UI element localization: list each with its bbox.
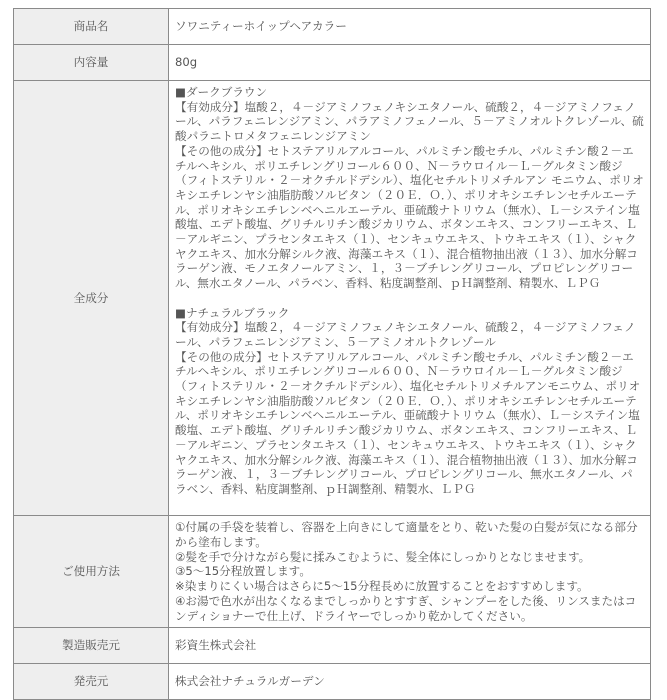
label-manufacturer: 製造販売元: [14, 628, 169, 664]
natural-black-active: 【有効成分】塩酸２，４－ジアミノフェノキシエタノール、硫酸２，４－ジアミノフェノール、パラフェニレンジアミン、５－アミノオルトクレゾール: [175, 320, 636, 349]
natural-black-other: 【その他の成分】セトステアリルアルコール、パルミチン酸セチル、パルミチン酸２－エチルヘキシル、ポリエチレングリコール６００、Ｎ－ラウロイル－Ｌ－グルタミン酸ジ（フィトステリル・２－オクチルドデシル）、塩化セチルトリメチルアンモニウム、ポリオキシエチレンヤシ油脂肪酸ソルビタン（２０Ｅ．Ｏ．）、ポリオキシエチレンセチルエーテル、ポリオキシエチレンベヘニルエーテル、亜硫酸ナトリウム（無水）、Ｌ－システイン塩酸塩、エデト酸塩、グリチルリチン酸ジカリウム、ボタンエキス、コンフリーエキス、Ｌ－アルギニン、プラセンタエキス（１）、センキュウエキス、トウキエキス（１）、シャクヤクエキス、加水分解シルク液、海藻エキス（１）、混合植物抽出液（１３）、加水分解コラーゲン液、１，３－ブチレングリコール、プロピレングリコール、無水エタノール、パラベン、香料、粘度調整剤、ｐＨ調整剤、精製水、ＬＰＧ: [175, 349, 641, 496]
row-distributor: [14, 664, 651, 700]
row-usage: [14, 516, 651, 628]
value-volume: 80g: [169, 45, 651, 81]
label-product-name: 商品名: [14, 9, 169, 45]
value-distributor: 株式会社ナチュラルガーデン: [169, 664, 651, 700]
label-usage: ご使用方法: [14, 516, 169, 628]
usage-step: ②髪を手で分けながら髪に揉みこむように、髪全体にしっかりとなじませます。: [175, 549, 591, 564]
natural-black-title: ■ナチュラルブラック: [175, 305, 290, 320]
label-distributor: 発売元: [14, 664, 169, 700]
usage-step: ③5～15分程放置します。: [175, 564, 311, 579]
product-info-table: [13, 8, 651, 700]
row-volume: [14, 45, 651, 81]
row-manufacturer: [14, 628, 651, 664]
dark-brown-other: 【その他の成分】セトステアリルアルコール、パルミチン酸セチル、パルミチン酸２－エチルヘキシル、ポリエチレングリコール６００、Ｎ－ラウロイル－Ｌ－グルタミン酸ジ（フィトステリル・２－オクチルドデシル）、塩化セチルトリメチルアン モニウム、ポリオキシエチレンヤシ油脂肪酸ソルビタン（２０Ｅ．Ｏ．）、ポリオキシエチレンセチルエーテル、ポリオキシエチレンベヘニルエーテル、亜硫酸ナトリウム（無水）、Ｌ－システイン塩酸塩、エデト酸塩、グリチルリチン酸ジカリウム、ボタンエキス、コンフリーエキス、Ｌ－アルギニン、プラセンタエキス（１）、センキュウエキス、トウキエキス（１）、シャクヤクエキス、加水分解シルク液、海藻エキス（１）、混合植物抽出液（１３）、加水分解コラーゲン液、モノエタノールアミン、１，３－ブチレングリコール、プロピレングリコール、無水エタノール、パラベン、香料、粘度調整剤、ｐＨ調整剤、精製水、ＬＰＧ: [175, 143, 644, 291]
row-product-name: [14, 9, 651, 45]
row-ingredients: [14, 81, 651, 516]
value-usage: [169, 516, 651, 628]
usage-step: ①付属の手袋を装着し、容器を上向きにして適量をとり、乾いた髪の白髪が気になる部分から塗布します。: [175, 520, 638, 550]
value-product-name: ソワニティーホイップヘアカラー: [169, 9, 651, 45]
label-ingredients: 全成分: [14, 81, 169, 516]
label-volume: 内容量: [14, 45, 169, 81]
value-manufacturer: 彩資生株式会社: [169, 628, 651, 664]
usage-note: ※染まりにくい場合はさらに5～15分程長めに放置することをおすすめします。: [175, 579, 589, 594]
value-ingredients: [169, 81, 651, 516]
dark-brown-active: 【有効成分】塩酸２，４－ジアミノフェノキシエタノール、硫酸２，４－ジアミノフェノール、パラフェニレンジアミン、パラアミノフェノール、５－アミノオルトクレゾール、硫酸パラニトロメタフェニレンジアミン: [175, 99, 644, 144]
dark-brown-title: ■ダークブラウン: [175, 85, 268, 99]
usage-step: ④お湯で色水が出なくなるまでしっかりとすすぎ、シャンプーをした後、リンスまたはコンディショナーで仕上げ、ドライヤーでしっかり乾かしてください。: [175, 593, 637, 623]
